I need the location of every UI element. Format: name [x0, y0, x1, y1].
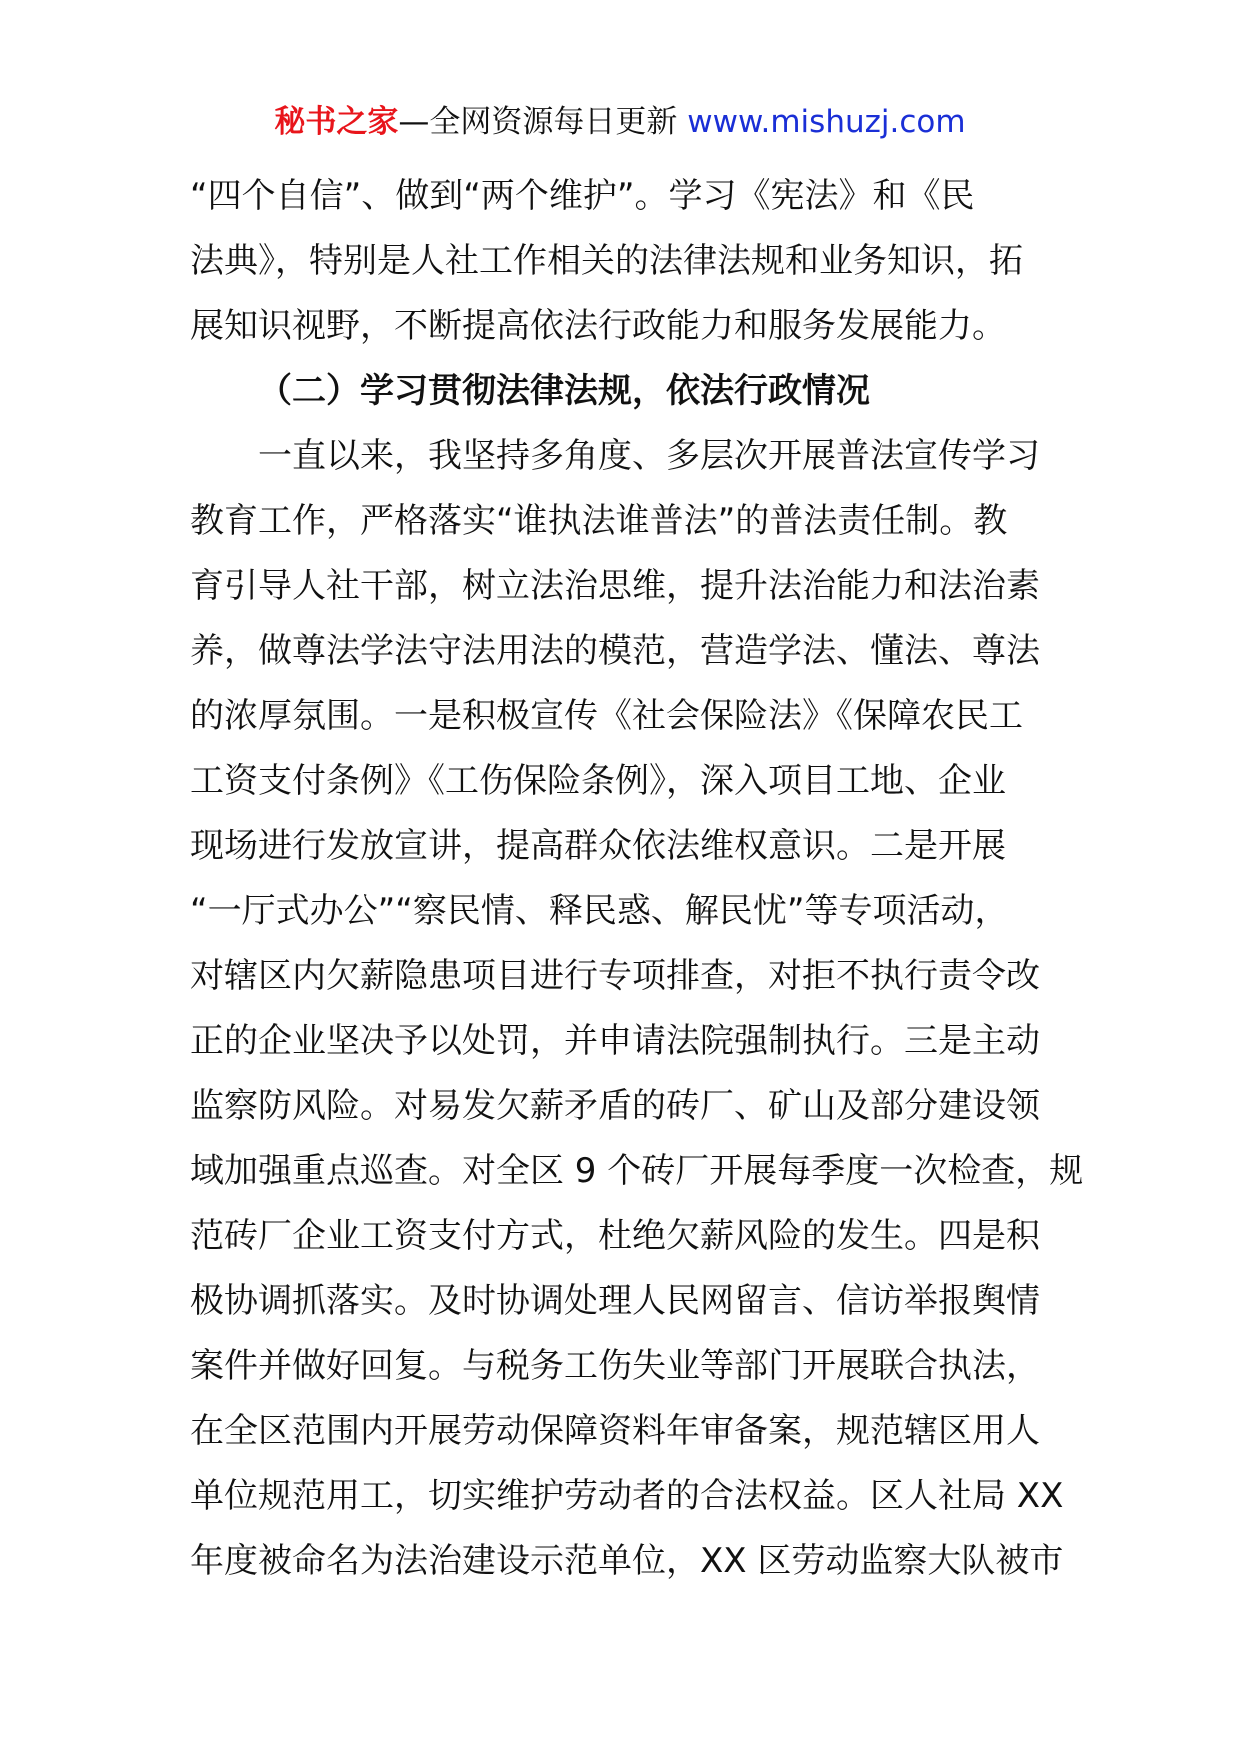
- header-tagline: —全网资源每日更新: [398, 104, 688, 140]
- header-url-link[interactable]: www.mishuzj.com: [687, 104, 966, 140]
- text-line: 教育工作，严格落实“谁执法谁普法”的普法责任制。教: [190, 501, 1008, 541]
- paragraph-first-line: 一直以来，我坚持多角度、多层次开展普法宣传学习: [258, 436, 1040, 476]
- text-line: 案件并做好回复。与税务工伤失业等部门开展联合执法，: [190, 1346, 1040, 1386]
- text-line: 法典》，特别是人社工作相关的法律法规和业务知识，拓: [190, 241, 1023, 281]
- text-line: “四个自信”、做到“两个维护”。学习《宪法》和《民: [190, 176, 975, 216]
- text-line: 年度被命名为法治建设示范单位，XX 区劳动监察大队被市: [190, 1541, 1064, 1581]
- text-line: 在全区范围内开展劳动保障资料年审备案，规范辖区用人: [190, 1411, 1040, 1451]
- section-heading: （二）学习贯彻法律法规，依法行政情况: [258, 371, 870, 411]
- page-header: [0, 102, 1240, 142]
- text-line: 正的企业坚决予以处罚，并申请法院强制执行。三是主动: [190, 1021, 1040, 1061]
- text-line: 育引导人社干部，树立法治思维，提升法治能力和法治素: [190, 566, 1040, 606]
- text-line: 现场进行发放宣讲，提高群众依法维权意识。二是开展: [190, 826, 1006, 866]
- text-line: 范砖厂企业工资支付方式，杜绝欠薪风险的发生。四是积: [190, 1216, 1040, 1256]
- text-line: 极协调抓落实。及时协调处理人民网留言、信访举报舆情: [190, 1281, 1040, 1321]
- header-brand: 秘书之家: [274, 104, 399, 140]
- text-line: 工资支付条例》《工伤保险条例》，深入项目工地、企业: [190, 761, 1006, 801]
- text-line: 对辖区内欠薪隐患项目进行专项排查，对拒不执行责令改: [190, 956, 1040, 996]
- text-line: 的浓厚氛围。一是积极宣传《社会保险法》《保障农民工: [190, 696, 1023, 736]
- text-line: “一厅式办公”“察民情、释民惑、解民忧”等专项活动，: [190, 891, 1009, 931]
- text-line: 单位规范用工，切实维护劳动者的合法权益。区人社局 XX: [190, 1476, 1064, 1516]
- text-line: 监察防风险。对易发欠薪矛盾的砖厂、矿山及部分建设领: [190, 1086, 1040, 1126]
- document-body: [190, 164, 1084, 1594]
- text-line: 域加强重点巡查。对全区 9 个砖厂开展每季度一次检查，规: [190, 1151, 1084, 1191]
- text-line: 养，做尊法学法守法用法的模范，营造学法、懂法、尊法: [190, 631, 1040, 671]
- text-line: 展知识视野，不断提高依法行政能力和服务发展能力。: [190, 306, 1006, 346]
